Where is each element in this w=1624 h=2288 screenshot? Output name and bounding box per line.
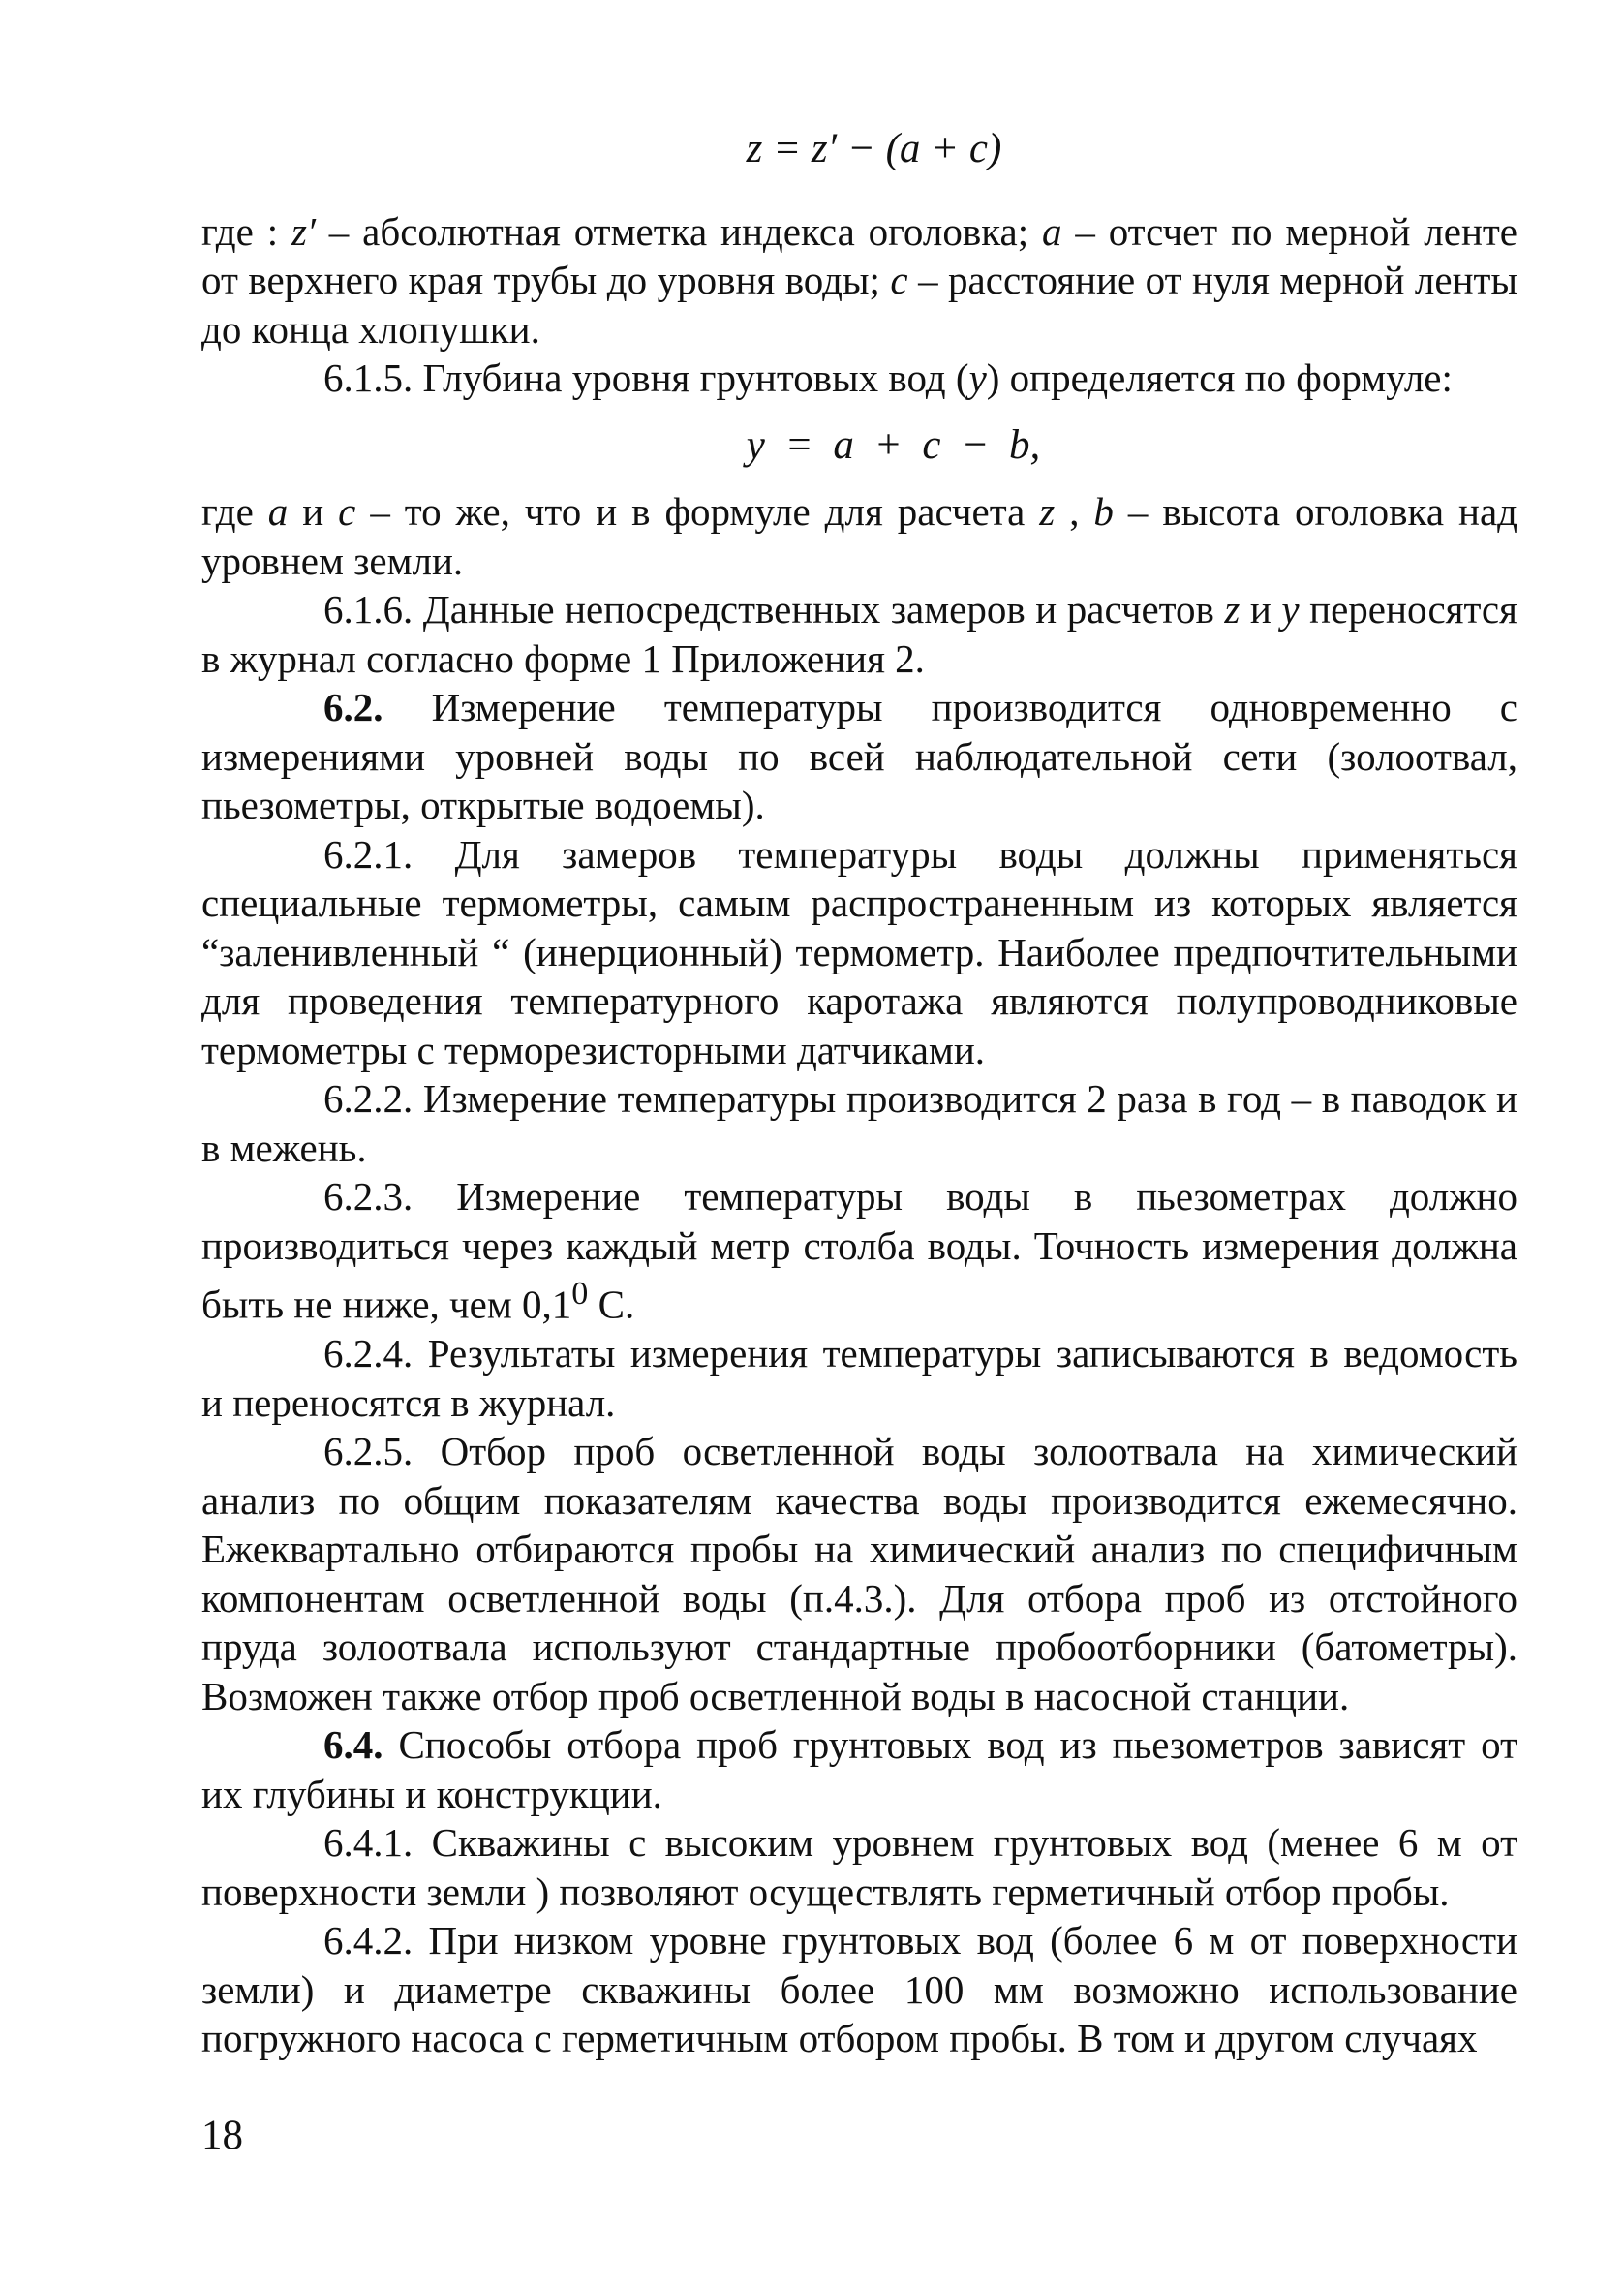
paragraph-6-2-5: 6.2.5. Отбор проб осветленной воды золоотвала на химический анализ по общим показателям качества воды производится ежемесячно. Ежеквартально отбираются пробы на химический анализ по специфичным компонентам осветленной воды (п.4.3.). Для отбора проб из отстойного пруда золоотвала используют стандартные пробоотборники (батометры). Возможен также отбор проб осветленной воды в насосной станции. (201, 1429, 1517, 1718)
paragraph-6-4-2: 6.4.2. При низком уровне грунтовых вод (более 6 м от поверхности земли) и диаметре скважины более 100 мм возможно использование погружного насоса с герметичным отбором пробы. В том и другом случаях (201, 1918, 1517, 2061)
paragraph-6-4: 6.4. Способы отбора проб грунтовых вод из пьезометров зависят от их глубины и конструкции. (201, 1722, 1517, 1816)
paragraph-6-4-1: 6.4.1. Скважины с высоким уровнем грунтовых вод (менее 6 м от поверхности земли ) позволяют осуществлять герметичный отбор пробы. (201, 1820, 1517, 1914)
paragraph-where-a-c: где a и c – то же, что и в формуле для расчета z , b – высота оголовка над уровнем земли. (201, 489, 1517, 583)
paragraph-6-1-6: 6.1.6. Данные непосредственных замеров и расчетов z и y переносятся в журнал согласно форме 1 Приложения 2. (201, 587, 1517, 681)
formula-y: y = a + c − b, (746, 421, 1041, 468)
paragraph-where-z: где : z′ – абсолютная отметка индекса оголовка; a – отсчет по мерной ленте от верхнего края трубы до уровня воды; c – расстояние от нуля мерной ленты до конца хлопушки. (201, 208, 1518, 352)
formula-z: z = z′ − (a + c) (746, 126, 1002, 171)
paragraph-6-2-4: 6.2.4. Результаты измерения температуры записываются в ведомость и переносятся в журнал. (201, 1331, 1517, 1425)
paragraph-6-1-5: 6.1.5. Глубина уровня грунтовых вод (y) определяется по формуле: (323, 356, 1453, 401)
paragraph-6-2-1: 6.2.1. Для замеров температуры воды должны применяться специальные термометры, самым распространенным из которых является “заленивленный “ (инерционный) термометр. Наиболее предпочтительными для проведения температурного каротажа являются полупроводниковые термометры с терморезисторными датчиками. (201, 831, 1517, 1072)
page-number: 18 (201, 2113, 243, 2158)
paragraph-6-2: 6.2. Измерение температуры производится одновременно с измерениями уровней воды по всей наблюдательной сети (золоотвал, пьезометры, открытые водоемы). (201, 685, 1517, 828)
paragraph-6-2-3: 6.2.3. Измерение температуры воды в пьезометрах должно производиться через каждый метр столба воды. Точность измерения должна быть не ниже, чем $0,1^0$ С. (201, 1174, 1517, 1327)
paragraph-6-2-2: 6.2.2. Измерение температуры производится 2 раза в год – в паводок и в межень. (201, 1076, 1517, 1170)
